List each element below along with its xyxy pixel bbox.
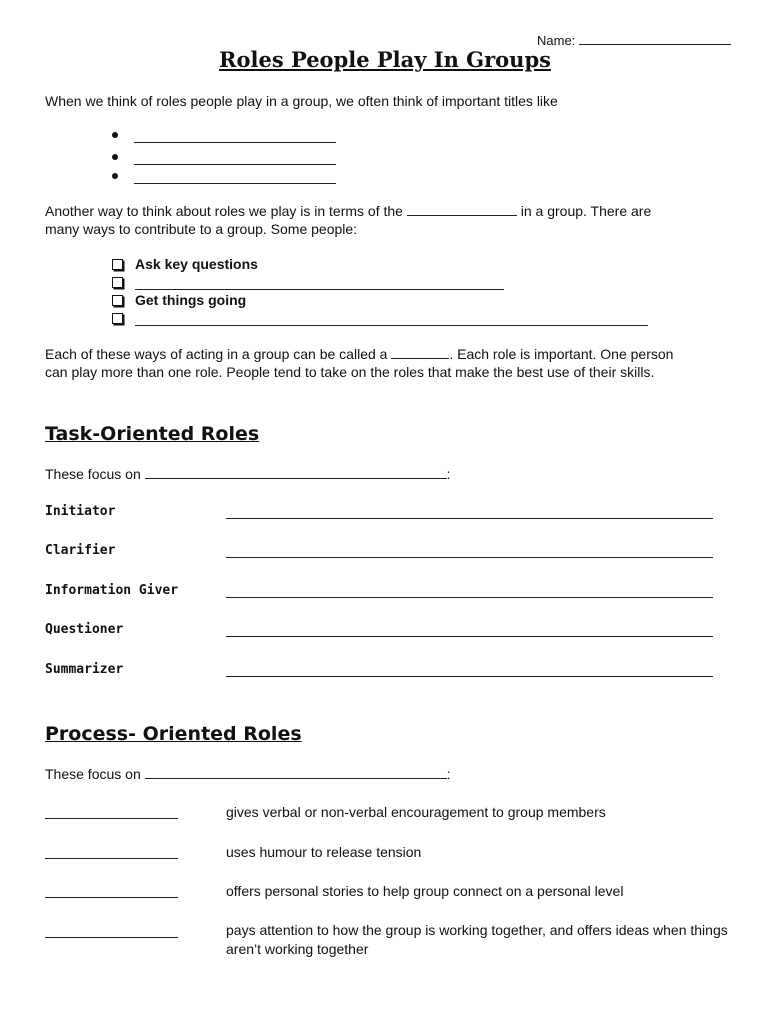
name-label: Name: — [537, 33, 576, 48]
process-focus-line: These focus on : — [45, 766, 451, 782]
role-clarifier: Clarifier — [45, 543, 116, 558]
process-role-desc-1: gives verbal or non-verbal encouragement to group members — [226, 804, 606, 820]
checklist-item-1[interactable]: Ask key questions — [112, 255, 258, 273]
name-field[interactable] — [537, 32, 731, 48]
checkbox-icon — [112, 277, 123, 288]
checkbox-icon — [112, 295, 123, 306]
checkbox-icon — [112, 313, 123, 324]
role-information-giver: Information Giver — [45, 583, 179, 598]
process-role-desc-2: uses humour to release tension — [226, 844, 422, 860]
bullet-icon — [112, 154, 118, 160]
process-role-blank-3[interactable] — [45, 897, 178, 898]
information-giver-answer-line[interactable] — [226, 597, 713, 598]
initiator-answer-line[interactable] — [226, 518, 713, 519]
bullet-icon — [112, 132, 118, 138]
checklist-blank[interactable] — [135, 311, 648, 326]
process-role-desc-4: pays attention to how the group is working together, and offers ideas when things aren’t working together — [226, 922, 728, 957]
bullet-blank-1[interactable] — [112, 128, 336, 143]
process-role-blank-1[interactable] — [45, 818, 178, 819]
role-summarizer: Summarizer — [45, 662, 124, 677]
role-questioner: Questioner — [45, 622, 124, 637]
process-role-blank-2[interactable] — [45, 858, 178, 859]
contribute-blank[interactable] — [407, 203, 517, 216]
bullet-blank-2[interactable] — [112, 150, 336, 165]
checkbox-icon — [112, 259, 123, 270]
summarizer-answer-line[interactable] — [226, 676, 713, 677]
process-focus-blank[interactable] — [145, 766, 447, 779]
process-role-desc-3: offers personal stories to help group connect on a personal level — [226, 883, 624, 899]
clarifier-answer-line[interactable] — [226, 557, 713, 558]
paragraph-roles: Each of these ways of acting in a group can be called a . Each role is important. One person can play more than one role. People tend to take on the roles that make the best use of their skills. — [45, 346, 674, 380]
task-focus-blank[interactable] — [145, 466, 447, 479]
name-blank[interactable] — [579, 32, 731, 45]
page-title: Roles People Play In Groups — [219, 47, 551, 72]
role-initiator: Initiator — [45, 504, 116, 519]
checklist-item-2[interactable] — [112, 273, 504, 291]
role-blank[interactable] — [391, 346, 449, 359]
checklist-blank[interactable] — [135, 275, 504, 290]
process-heading: Process- Oriented Roles — [45, 723, 302, 745]
task-heading: Task-Oriented Roles — [45, 423, 260, 445]
bullet-blank-3[interactable] — [112, 169, 336, 184]
checklist-item-3[interactable]: Get things going — [112, 291, 246, 309]
paragraph-contribute: Another way to think about roles we play is in terms of the in a group. There are many ways to contribute to a group. Some people: — [45, 203, 652, 237]
questioner-answer-line[interactable] — [226, 636, 713, 637]
task-focus-line: These focus on : — [45, 466, 451, 482]
intro-text: When we think of roles people play in a group, we often think of important titles like — [45, 93, 558, 109]
checklist-item-4[interactable] — [112, 309, 648, 327]
bullet-icon — [112, 173, 118, 179]
process-role-blank-4[interactable] — [45, 937, 178, 938]
